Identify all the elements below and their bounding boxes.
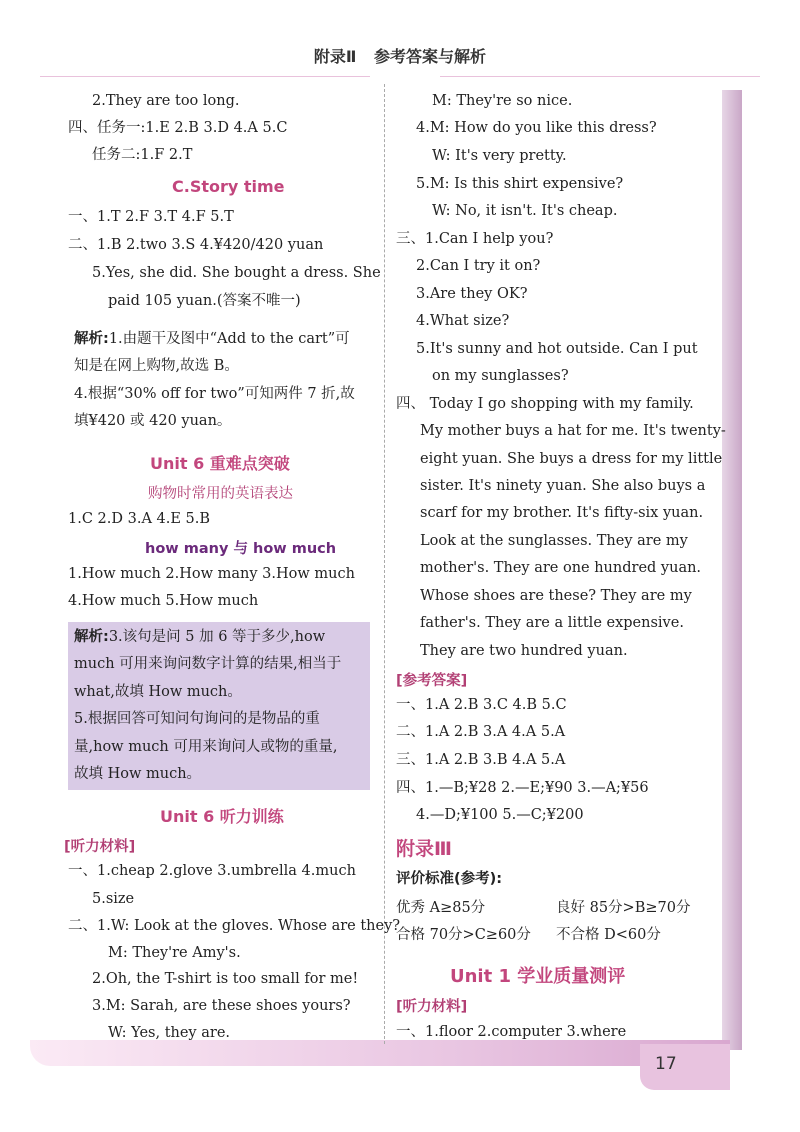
left-line: M: They're Amy's. — [108, 945, 241, 961]
right-line: 三、1.A 2.B 3.B 4.A 5.A — [396, 752, 566, 768]
left-line: 二、1.W: Look at the gloves. Whose are they? — [68, 918, 401, 934]
left-line: 5.size — [92, 891, 135, 907]
grade-d: 不合格 D<60分 — [556, 927, 661, 943]
page-number: 17 — [655, 1054, 677, 1074]
appendix-iii-title: 附录Ⅲ — [396, 838, 452, 860]
right-line: M: They're so nice. — [432, 93, 573, 109]
reference-answer-heading: [参考答案] — [396, 673, 468, 689]
grade-a: 优秀 A≥85分 — [396, 900, 486, 916]
right-line: 5.It's sunny and hot outside. Can I put — [416, 341, 698, 357]
page-edge-shadow — [722, 90, 742, 1050]
analysis-line: much 可用来询问数字计算的结果,相当于 — [74, 656, 342, 672]
section-title-unit6-listening: Unit 6 听力训练 — [160, 807, 284, 826]
analysis-line: 5.根据回答可知问句询问的是物品的重 — [74, 711, 320, 727]
header-title: 参考答案与解析 — [374, 47, 487, 66]
right-line: on my sunglasses? — [432, 368, 569, 384]
right-line: 4.M: How do you like this dress? — [416, 120, 657, 136]
right-line: They are two hundred yuan. — [420, 643, 628, 659]
unit1-quality-test-title: Unit 1 学业质量测评 — [450, 966, 626, 987]
left-line: 二、1.B 2.two 3.S 4.¥420/420 yuan — [68, 237, 324, 253]
page-number-tab — [640, 1044, 730, 1090]
analysis-line — [74, 330, 350, 348]
left-line: 4.How much 5.How much — [68, 593, 259, 609]
analysis-label: 解析: — [74, 629, 109, 645]
left-line: W: Yes, they are. — [108, 1025, 231, 1041]
criteria-heading: 评价标准(参考): — [396, 871, 503, 887]
subsection-shopping-expressions: 购物时常用的英语表达 — [148, 486, 293, 502]
right-line: Look at the sunglasses. They are my — [420, 533, 688, 549]
header-rule-left — [40, 76, 370, 77]
listening-material-heading-2: [听力材料] — [396, 999, 468, 1015]
right-line: 4.What size? — [416, 313, 510, 329]
left-line: 1.How much 2.How many 3.How much — [68, 566, 355, 582]
analysis-line — [74, 628, 325, 646]
analysis-line: 故填 How much。 — [74, 766, 202, 782]
left-line: 5.Yes, she did. She bought a dress. She — [92, 265, 381, 281]
analysis-line: what,故填 How much。 — [74, 684, 242, 700]
header-rule-right — [440, 76, 760, 77]
column-divider — [384, 84, 385, 1044]
right-line: 2.Can I try it on? — [416, 258, 541, 274]
right-line: W: No, it isn't. It's cheap. — [432, 203, 618, 219]
right-line: 二、1.A 2.B 3.A 4.A 5.A — [396, 724, 566, 740]
analysis-text: 1.由题干及图中“Add to the cart”可 — [108, 331, 350, 347]
header-appendix: 附录Ⅱ — [313, 47, 357, 66]
left-line: 2.Oh, the T-shirt is too small for me! — [92, 971, 359, 987]
left-line: 3.M: Sarah, are these shoes yours? — [92, 998, 351, 1014]
right-line: scarf for my brother. It's fifty-six yuan. — [420, 505, 704, 521]
left-line: 四、任务一:1.E 2.B 3.D 4.A 5.C — [68, 120, 288, 136]
right-line: 四、1.—B;¥28 2.—E;¥90 3.—A;¥56 — [396, 780, 649, 796]
right-line: eight yuan. She buys a dress for my little — [420, 451, 723, 467]
section-title-unit6-difficulties: Unit 6 重难点突破 — [150, 454, 290, 473]
listening-material-heading: [听力材料] — [64, 839, 136, 855]
right-line: 一、1.floor 2.computer 3.where — [396, 1024, 627, 1040]
analysis-text: 3.该句是问 5 加 6 等于多少,how — [108, 629, 326, 645]
grade-c: 合格 70分>C≥60分 — [396, 927, 531, 943]
bottom-decor-band — [30, 1040, 730, 1066]
right-line: father's. They are a little expensive. — [420, 615, 684, 631]
right-line: 三、1.Can I help you? — [396, 231, 554, 247]
right-line: 3.Are they OK? — [416, 286, 528, 302]
right-line: 一、1.A 2.B 3.C 4.B 5.C — [396, 697, 567, 713]
analysis-line: 填¥420 或 420 yuan。 — [74, 413, 232, 429]
right-line: mother's. They are one hundred yuan. — [420, 560, 702, 576]
left-line: 任务二:1.F 2.T — [92, 147, 193, 163]
left-line: 2.They are too long. — [92, 93, 240, 109]
left-line: 一、1.cheap 2.glove 3.umbrella 4.much — [68, 863, 356, 879]
subsection-how-many-how-much: how many 与 how much — [145, 541, 337, 557]
analysis-label: 解析: — [74, 331, 109, 347]
page-header — [0, 44, 800, 67]
analysis-line: 4.根据“30% off for two”可知两件 7 折,故 — [74, 386, 355, 402]
right-line: W: It's very pretty. — [432, 148, 567, 164]
right-line: 5.M: Is this shirt expensive? — [416, 176, 624, 192]
grade-b: 良好 85分>B≥70分 — [556, 900, 691, 916]
analysis-line: 知是在网上购物,故选 B。 — [74, 358, 239, 374]
section-title-story-time: C.Story time — [172, 177, 285, 196]
right-line: sister. It's ninety yuan. She also buys a — [420, 478, 706, 494]
right-line: My mother buys a hat for me. It's twenty- — [420, 423, 726, 439]
left-line: 一、1.T 2.F 3.T 4.F 5.T — [68, 209, 234, 225]
right-line: Whose shoes are these? They are my — [420, 588, 692, 604]
analysis-line: 量,how much 可用来询问人或物的重量, — [74, 739, 338, 755]
right-line: 4.—D;¥100 5.—C;¥200 — [416, 807, 584, 823]
left-line: paid 105 yuan.(答案不唯一) — [108, 293, 301, 309]
left-line: 1.C 2.D 3.A 4.E 5.B — [68, 511, 211, 527]
right-line: 四、 Today I go shopping with my family. — [396, 396, 694, 412]
